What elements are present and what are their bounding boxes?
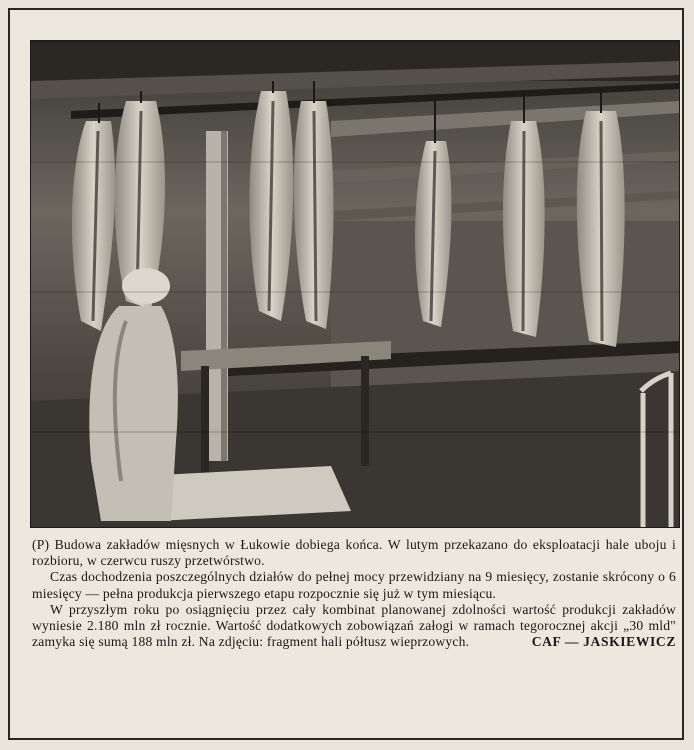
photo-pig-carcass-hall-icon — [31, 41, 679, 527]
news-photo — [30, 40, 680, 528]
newspaper-clipping — [8, 8, 684, 740]
photo-credit: CAF — JASKIEWICZ — [531, 634, 676, 650]
caption-paragraph-1: (P) Budowa zakładów mięsnych w Łukowie dobiega końca. W lutym przekazano do eksploatacji hale uboju i rozbioru, w czerwcu ruszy przetwórstwo. — [32, 537, 676, 569]
photo-caption — [32, 537, 676, 650]
caption-paragraph-3 — [32, 602, 676, 651]
caption-paragraph-3-text: W przyszłym roku po osiągnięciu przez cały kombinat planowanej zdolności wartość produkcji zakładów wyniesie 2.180 mln zł rocznie. Wartość dodatkowych zobowiązań załogi w ramach tegorocznej akcji „30 mld" zamyka się sumą 188 mln zł. Na zdjęciu: fragment hali półtusz wieprzowych. — [32, 601, 676, 650]
caption-paragraph-2: Czas dochodzenia poszczególnych działów do pełnej mocy przewidziany na 9 miesięcy, zostanie skrócony o 6 miesięcy — pełna produkcja pierwszego etapu rozpocznie się już w tym miesiącu. — [32, 569, 676, 601]
